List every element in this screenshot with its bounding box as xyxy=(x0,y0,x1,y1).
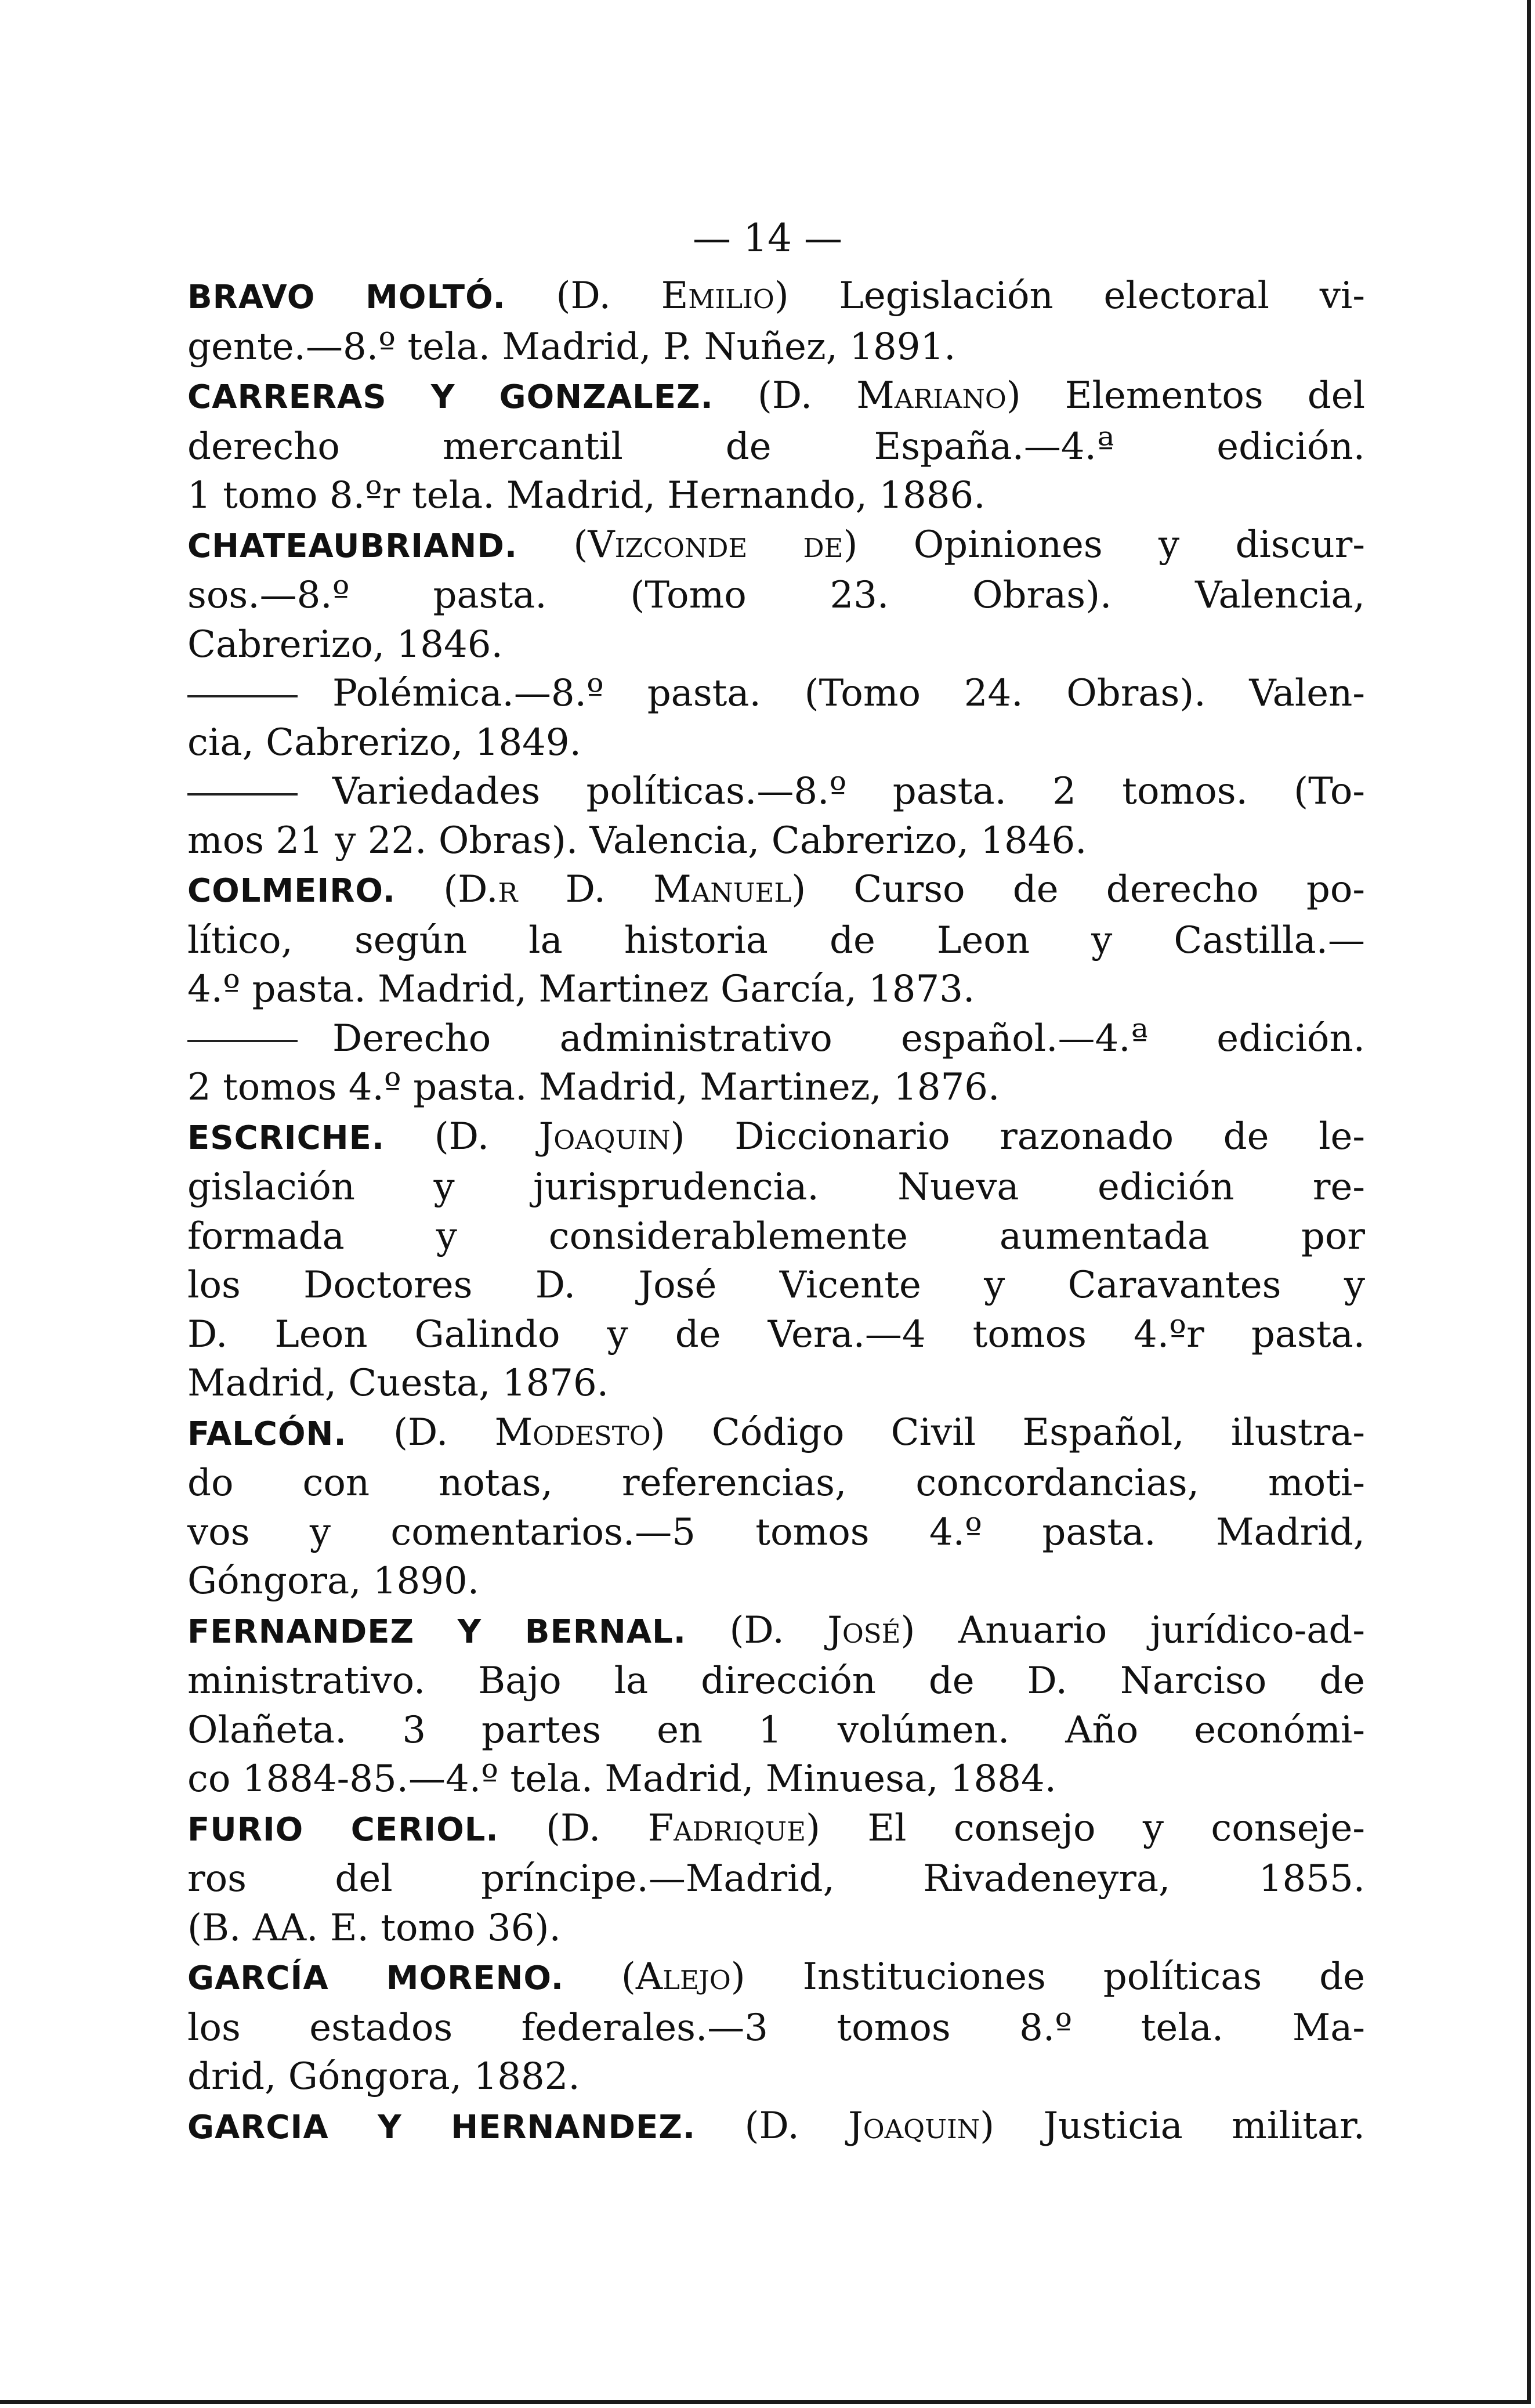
entry-text-line: lítico, según la historia de Leon y Castilla.— xyxy=(187,919,1365,962)
entry-text-line: Góngora, 1890. xyxy=(187,1560,480,1603)
entry-text-line: formada y considerablemente aumentada por xyxy=(187,1214,1365,1258)
entry-text-line: Código Civil Español, ilustra- xyxy=(711,1411,1366,1454)
entry-honorific: (D. Joaquin) xyxy=(434,1115,685,1158)
entry-honorific: (D. Emilio) xyxy=(556,274,789,317)
entry-text-line: Curso de derecho po- xyxy=(853,868,1366,911)
entry-text-line: El consejo y conseje- xyxy=(867,1806,1366,1850)
entry-author: FERNANDEZ Y BERNAL. xyxy=(187,1612,686,1651)
entry-text-line: 4.º pasta. Madrid, Martinez García, 1873. xyxy=(187,968,975,1011)
entry-text-line: co 1884-85.—4.º tela. Madrid, Minuesa, 1884. xyxy=(187,1758,1056,1800)
entry-text-line: (B. AA. E. tomo 36). xyxy=(187,1906,561,1950)
entry-author: FALCÓN. xyxy=(187,1415,347,1453)
bibliography-entry xyxy=(187,1014,1365,1112)
entry-author: CARRERAS Y GONZALEZ. xyxy=(187,378,714,416)
entry-honorific: (D. Modesto) xyxy=(393,1411,665,1454)
entry-text-line: los estados federales.—3 tomos 8.º tela. Ma- xyxy=(187,2006,1365,2049)
bibliography-entry xyxy=(187,371,1365,520)
entry-text-line: Madrid, Cuesta, 1876. xyxy=(187,1362,609,1405)
bibliography-entry xyxy=(187,272,1365,371)
entry-text-line: Instituciones políticas de xyxy=(802,1955,1365,1998)
entry-text-line: Variedades políticas.—8.º pasta. 2 tomos. (To- xyxy=(332,770,1365,813)
bibliography-entry xyxy=(187,520,1365,670)
entry-text-line: D. Leon Galindo y de Vera.—4 tomos 4.ºr pasta. xyxy=(187,1313,1365,1356)
entry-honorific: (Vizconde de) xyxy=(573,523,858,566)
ditto-dash xyxy=(187,1040,298,1042)
entry-text-line: vos y comentarios.—5 tomos 4.º pasta. Madrid, xyxy=(187,1510,1365,1554)
entry-text-line: los Doctores D. José Vicente y Caravantes y xyxy=(187,1264,1365,1307)
ditto-dash xyxy=(187,695,298,697)
ditto-dash xyxy=(187,793,298,796)
entry-author: GARCIA Y HERNANDEZ. xyxy=(187,2108,696,2146)
entry-text-line: Cabrerizo, 1846. xyxy=(187,623,503,666)
entry-text-line: 1 tomo 8.ºr tela. Madrid, Hernando, 1886. xyxy=(187,474,986,517)
entry-author: GARCÍA MORENO. xyxy=(187,1959,564,1997)
bibliography-entry xyxy=(187,2102,1365,2153)
entry-text-line: sos.—8.º pasta. (Tomo 23. Obras). Valencia, xyxy=(187,574,1365,617)
entry-text-line: Legislación electoral vi- xyxy=(839,274,1366,317)
entry-honorific: (D. Fadrique) xyxy=(546,1806,820,1850)
entry-text-line: gente.—8.º tela. Madrid, P. Nuñez, 1891. xyxy=(187,325,956,368)
entry-text-line: Opiniones y discur- xyxy=(913,523,1366,566)
entry-text-line: ministrativo. Bajo la dirección de D. Narciso de xyxy=(187,1659,1365,1702)
bibliography-entry xyxy=(187,865,1365,1014)
entry-text-line: 2 tomos 4.º pasta. Madrid, Martinez, 1876. xyxy=(187,1066,1000,1109)
page-number: — 14 — xyxy=(693,216,842,261)
bibliography-entry xyxy=(187,1606,1365,1804)
entry-text-line: mos 21 y 22. Obras). Valencia, Cabrerizo, 1846. xyxy=(187,819,1087,862)
entry-honorific: (Alejo) xyxy=(621,1955,745,1998)
entry-text-line: drid, Góngora, 1882. xyxy=(187,2055,580,2098)
entry-text-line: Elementos del xyxy=(1065,374,1366,417)
entry-text-line: Diccionario razonado de le- xyxy=(734,1115,1366,1158)
bibliography-list xyxy=(187,272,1365,2152)
entry-honorific: (D. José) xyxy=(729,1608,915,1652)
entry-author: COLMEIRO. xyxy=(187,872,396,910)
bibliography-entry xyxy=(187,669,1365,767)
bibliography-entry xyxy=(187,1408,1365,1606)
entry-text-line: Polémica.—8.º pasta. (Tomo 24. Obras). Valen- xyxy=(332,672,1365,715)
entry-honorific: (D. Mariano) xyxy=(757,374,1021,417)
entry-author: BRAVO MOLTÓ. xyxy=(187,279,506,316)
entry-author: FURIO CERIOL. xyxy=(187,1810,499,1849)
entry-text-line: Derecho administrativo español.—4.ª edición. xyxy=(332,1017,1365,1060)
entry-author: CHATEAUBRIAND. xyxy=(187,527,518,565)
entry-author: ESCRICHE. xyxy=(187,1119,385,1157)
entry-text-line: Anuario jurídico-ad- xyxy=(958,1608,1366,1652)
bibliography-entry xyxy=(187,1112,1365,1408)
entry-text-line: do con notas, referencias, concordancias, moti- xyxy=(187,1462,1365,1505)
entry-honorific: (D. Joaquin) xyxy=(744,2104,995,2147)
entry-text-line: derecho mercantil de España.—4.ª edición. xyxy=(187,425,1365,468)
bibliography-entry xyxy=(187,767,1365,865)
entry-text-line: cia, Cabrerizo, 1849. xyxy=(187,721,581,764)
entry-text-line: Justicia militar. xyxy=(1043,2104,1366,2147)
entry-text-line: ros del príncipe.—Madrid, Rivadeneyra, 1855. xyxy=(187,1857,1365,1900)
bibliography-entry xyxy=(187,1953,1365,2102)
entry-text-line: gislación y jurisprudencia. Nueva edición re- xyxy=(187,1166,1365,1209)
entry-honorific: (D.r D. Manuel) xyxy=(443,868,806,911)
entry-text-line: Olañeta. 3 partes en 1 volúmen. Año económi- xyxy=(187,1708,1365,1752)
bibliography-entry xyxy=(187,1804,1365,1953)
